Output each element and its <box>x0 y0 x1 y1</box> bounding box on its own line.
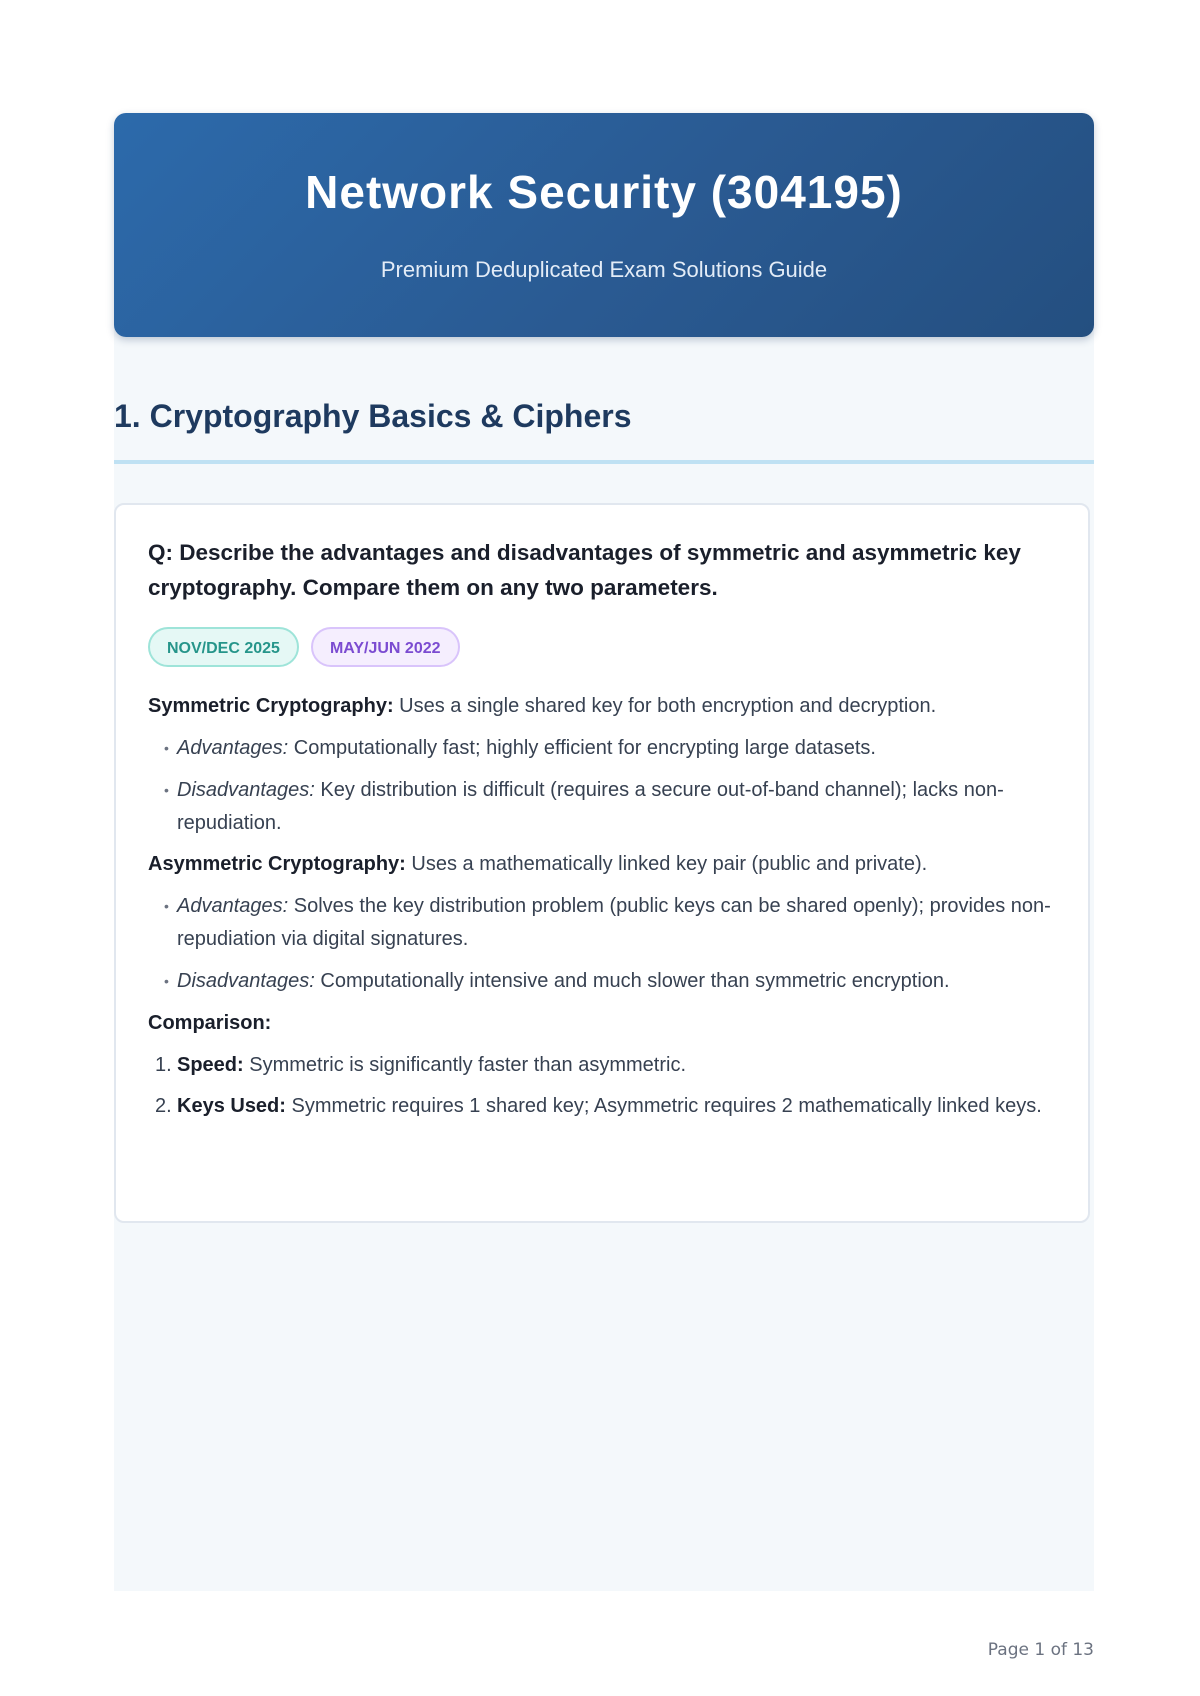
asymmetric-label: Asymmetric Cryptography: <box>148 853 406 875</box>
comparison-item-label: Keys Used: <box>177 1095 286 1117</box>
question-text: Q: Describe the advantages and disadvantages of symmetric and asymmetric key cryptography. Compare them on any two parameters. <box>148 540 1021 600</box>
asymmetric-text: Uses a mathematically linked key pair (public and private). <box>405 853 928 875</box>
comparison-item-label: Speed: <box>177 1054 244 1076</box>
section-heading: 1. Cryptography Basics & Ciphers <box>114 398 632 434</box>
list-item <box>148 732 1060 765</box>
advantages-label: Advantages: <box>177 895 289 917</box>
header-banner <box>114 113 1094 337</box>
list-item <box>148 890 1060 956</box>
list-item <box>148 1090 1060 1123</box>
symmetric-text: Uses a single shared key for both encryption and decryption. <box>393 695 937 717</box>
document-subtitle: Premium Deduplicated Exam Solutions Guide <box>380 257 828 282</box>
question-card <box>114 503 1090 1223</box>
comparison-label: Comparison: <box>148 1012 272 1034</box>
exam-tag: NOV/DEC 2025 <box>148 627 299 667</box>
advantages-text: Solves the key distribution problem (public keys can be shared openly); provides non-repudiation via digital signatures. <box>177 895 1051 950</box>
comparison-list <box>148 1049 1060 1123</box>
document-title: Network Security (304195) <box>305 166 903 218</box>
symmetric-points <box>148 732 1060 840</box>
page-number: Page 1 of 13 <box>987 1640 1094 1660</box>
comparison-item-text: Symmetric is significantly faster than asymmetric. <box>243 1054 687 1076</box>
advantages-label: Advantages: <box>177 737 289 759</box>
disadvantages-label: Disadvantages: <box>177 970 315 992</box>
symmetric-label: Symmetric Cryptography: <box>148 695 394 717</box>
comparison-item-text: Symmetric requires 1 shared key; Asymmetric requires 2 mathematically linked keys. <box>285 1095 1042 1117</box>
exam-tag: MAY/JUN 2022 <box>311 627 460 667</box>
list-number: 2. <box>155 1095 172 1117</box>
asymmetric-points <box>148 890 1060 998</box>
asymmetric-definition <box>148 849 1060 880</box>
disadvantages-text: Computationally intensive and much slower than symmetric encryption. <box>314 970 950 992</box>
exam-tags <box>148 627 1060 671</box>
list-item <box>148 965 1060 998</box>
section-divider <box>114 460 1094 464</box>
question-card-body <box>148 535 1060 1131</box>
list-item <box>148 774 1060 840</box>
symmetric-definition <box>148 691 1060 722</box>
list-number: 1. <box>155 1054 172 1076</box>
advantages-text: Computationally fast; highly efficient for encrypting large datasets. <box>288 737 876 759</box>
comparison-heading <box>148 1008 1060 1039</box>
disadvantages-label: Disadvantages: <box>177 779 315 801</box>
disadvantages-text: Key distribution is difficult (requires a secure out-of-band channel); lacks non-repudiation. <box>177 779 1004 834</box>
list-item <box>148 1049 1060 1082</box>
